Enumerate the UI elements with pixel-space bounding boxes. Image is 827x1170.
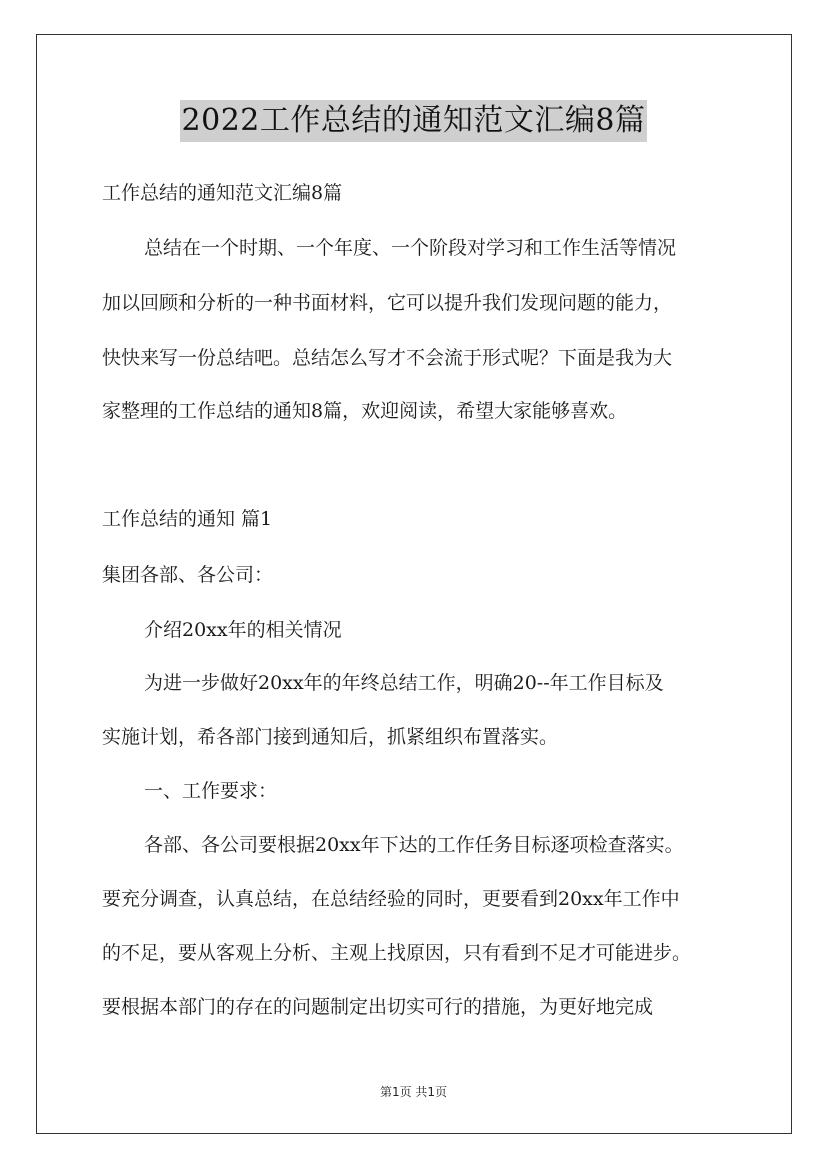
- body-line: 一、工作要求：: [144, 780, 278, 802]
- intro-line: 快快来写一份总结吧。总结怎么写才不会流于形式呢？下面是我为大: [102, 347, 673, 369]
- document-title: 2022工作总结的通知范文汇编8篇: [180, 100, 648, 142]
- intro-line: 总结在一个时期、一个年度、一个阶段对学习和工作生活等情况: [144, 237, 677, 259]
- body-line: 介绍20xx年的相关情况: [144, 619, 342, 641]
- section-heading: 工作总结的通知 篇1: [102, 508, 273, 530]
- body-line: 为进一步做好20xx年的年终总结工作，明确20--年工作目标及: [144, 672, 664, 694]
- document-subtitle: 工作总结的通知范文汇编8篇: [102, 182, 343, 204]
- title-container: [0, 100, 827, 142]
- intro-line: 加以回顾和分析的一种书面材料，它可以提升我们发现问题的能力，: [102, 292, 673, 314]
- page-footer: 第1页 共1页: [379, 1085, 448, 1099]
- body-line: 要充分调查，认真总结，在总结经验的同时，更要看到20xx年工作中: [102, 888, 680, 910]
- body-line: 实施计划，希各部门接到通知后，抓紧组织布置落实。: [102, 726, 559, 748]
- body-line: 的不足，要从客观上分析、主观上找原因，只有看到不足才可能进步。: [102, 942, 692, 964]
- body-line: 各部、各公司要根据20xx年下达的工作任务目标逐项检查落实。: [144, 834, 684, 856]
- body-line: 要根据本部门的存在的问题制定出切实可行的措施，为更好地完成: [102, 996, 654, 1018]
- intro-line: 家整理的工作总结的通知8篇，欢迎阅读，希望大家能够喜欢。: [102, 400, 628, 422]
- salutation: 集团各部、各公司：: [102, 564, 274, 586]
